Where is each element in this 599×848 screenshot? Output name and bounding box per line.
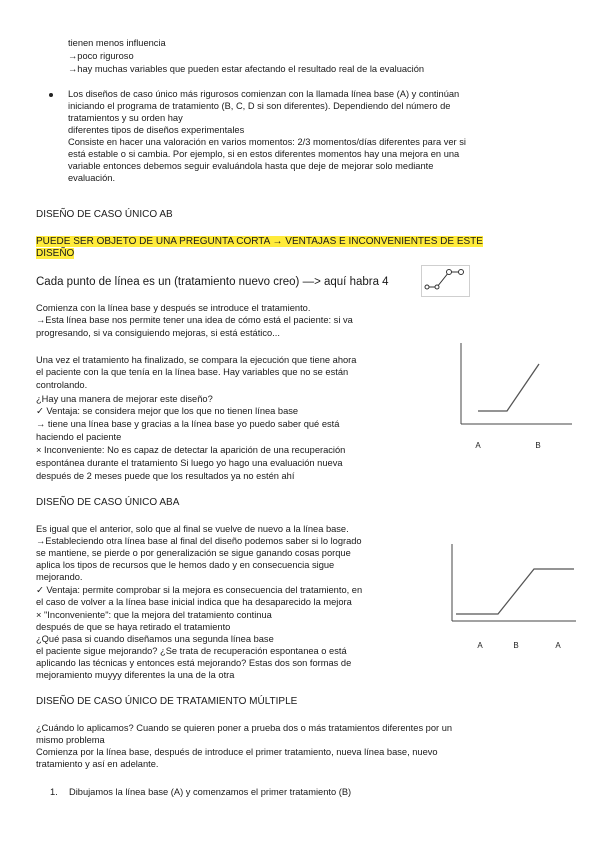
text-line: el paciente sigue mejorando? ¿Se trata de recuperación espontanea o está <box>36 646 347 656</box>
text-line: ✓ Ventaja: se considera mejor que los que no tienen línea base <box>36 406 299 416</box>
text-line: × Inconveniente: No es capaz de detectar la aparición de una recuperación <box>36 445 346 455</box>
bullet-dot <box>49 93 53 97</box>
ab-design-chart <box>455 341 575 456</box>
phase-label-b: B <box>535 441 541 450</box>
text-line: tratamiento y así en adelante. <box>36 759 159 769</box>
highlight-text: DISEÑO <box>36 248 75 259</box>
text-line: espontánea durante el tratamiento Si luego yo hago una evaluación nueva <box>36 458 343 468</box>
text-line: Una vez el tratamiento ha finalizado, se compara la ejecución que tiene ahora <box>36 355 357 365</box>
text-line: después de que se haya retirado el tratamiento <box>36 622 231 632</box>
section-heading-multiple: DISEÑO DE CASO ÚNICO DE TRATAMIENTO MÚLTIPLE <box>36 696 298 707</box>
text-line: Comienza por la línea base, después de introduce el primer tratamiento, nueva línea base, nuevo <box>36 747 438 757</box>
series-line <box>456 569 574 614</box>
text-line: se mantiene, se pierde o por generalización se sigue ganando cosas porque <box>36 548 351 558</box>
text-line: ¿Hay una manera de mejorar este diseño? <box>36 394 213 404</box>
text-line: está estable o si cambia. Por ejemplo, si en estos diferentes momentos hay una mejora en una <box>68 149 460 159</box>
text-line: × "Inconveniente": que la mejora del tratamiento continua <box>36 610 272 620</box>
text-line: el paciente con la que tenía en la línea base. Hay variables que no se están <box>36 367 349 377</box>
text-line: mejorando. <box>36 572 83 582</box>
text-line: después de 2 meses puede que los resultados ya no estén ahí <box>36 471 295 481</box>
text-line: tienen menos influencia <box>68 38 166 48</box>
text-line: ✓ Ventaja: permite comprobar si la mejora es consecuencia del tratamiento, en <box>36 585 363 595</box>
highlight-line <box>36 236 483 248</box>
phase-label-b: B <box>513 641 519 650</box>
text-line: →poco riguroso <box>68 51 134 61</box>
phase-label-a: A <box>475 441 481 450</box>
text-line: controlando. <box>36 380 88 390</box>
text-line: ¿Cuándo lo aplicamos? Cuando se quieren poner a prueba dos o más tratamientos diferentes por un <box>36 723 453 733</box>
text-line: evaluación. <box>68 173 116 183</box>
aba-design-chart <box>446 542 579 652</box>
text-line: Los diseños de caso único más rigurosos comienzan con la llamada línea base (A) y continúan <box>68 89 460 99</box>
text-line: Consiste en hacer una valoración en varios momentos: 2/3 momentos/días diferentes para ver si <box>68 137 466 147</box>
text-line: → tiene una línea base y gracias a la línea base yo puedo saber qué está <box>36 419 340 429</box>
text-line: →Estableciendo otra línea base al final del diseño podemos saber si lo logrado <box>36 536 362 546</box>
highlight-line <box>36 248 74 260</box>
list-item-text: Dibujamos la línea base (A) y comenzamos el primer tratamiento (B) <box>69 787 352 797</box>
phase-label-a-return: A <box>555 641 561 650</box>
text-line: ¿Qué pasa si cuando diseñamos una segunda línea base <box>36 634 274 644</box>
text-line: →Esta línea base nos permite tener una idea de cómo está el paciente: si va <box>36 315 353 325</box>
list-number: 1. <box>50 787 58 797</box>
section-heading-aba: DISEÑO DE CASO ÚNICO ABA <box>36 497 180 508</box>
phase-label-a: A <box>477 641 483 650</box>
text-line: mejoramiento muyyy diferentes la una de la otra <box>36 670 235 680</box>
text-line: el caso de volver a la línea base inicial indica que ha desaparecido la mejora <box>36 597 352 607</box>
text-line: diferentes tipos de diseños experimentales <box>68 125 245 135</box>
text-line: aplica los tipos de recursos que le hemos dado y en consecuencia sigue <box>36 560 335 570</box>
highlight-text: PUEDE SER OBJETO DE UNA PREGUNTA CORTA → VENTAJAS E INCONVENIENTES DE ESTE <box>36 236 483 247</box>
text-line: Comienza con la línea base y después se introduce el tratamiento. <box>36 303 311 313</box>
text-line: →hay muchas variables que pueden estar afectando el resultado real de la evaluación <box>68 64 425 74</box>
text-line: tratamientos y su orden hay <box>68 113 183 123</box>
large-text-line: Cada punto de línea es un (tratamiento nuevo creo) —> aquí habra 4 <box>36 276 389 288</box>
point-line-sketch <box>421 265 470 297</box>
text-line: progresando, si va consiguiendo mejoras, si está estático... <box>36 328 280 338</box>
text-line: aplicando las técnicas y entonces está mejorando? Estas dos son formas de <box>36 658 352 668</box>
text-line: Es igual que el anterior, solo que al final se vuelve de nuevo a la línea base. <box>36 524 349 534</box>
text-line: mismo problema <box>36 735 105 745</box>
text-line: variable entonces debemos seguir evaluándola hasta que deje de mejorar solo mediante <box>68 161 434 171</box>
text-line: iniciando el programa de tratamiento (B, C, D si son diferentes). Dependiendo del número de <box>68 101 451 111</box>
section-heading-ab: DISEÑO DE CASO ÚNICO AB <box>36 209 173 220</box>
series-line <box>478 364 539 411</box>
text-line: haciendo el paciente <box>36 432 122 442</box>
